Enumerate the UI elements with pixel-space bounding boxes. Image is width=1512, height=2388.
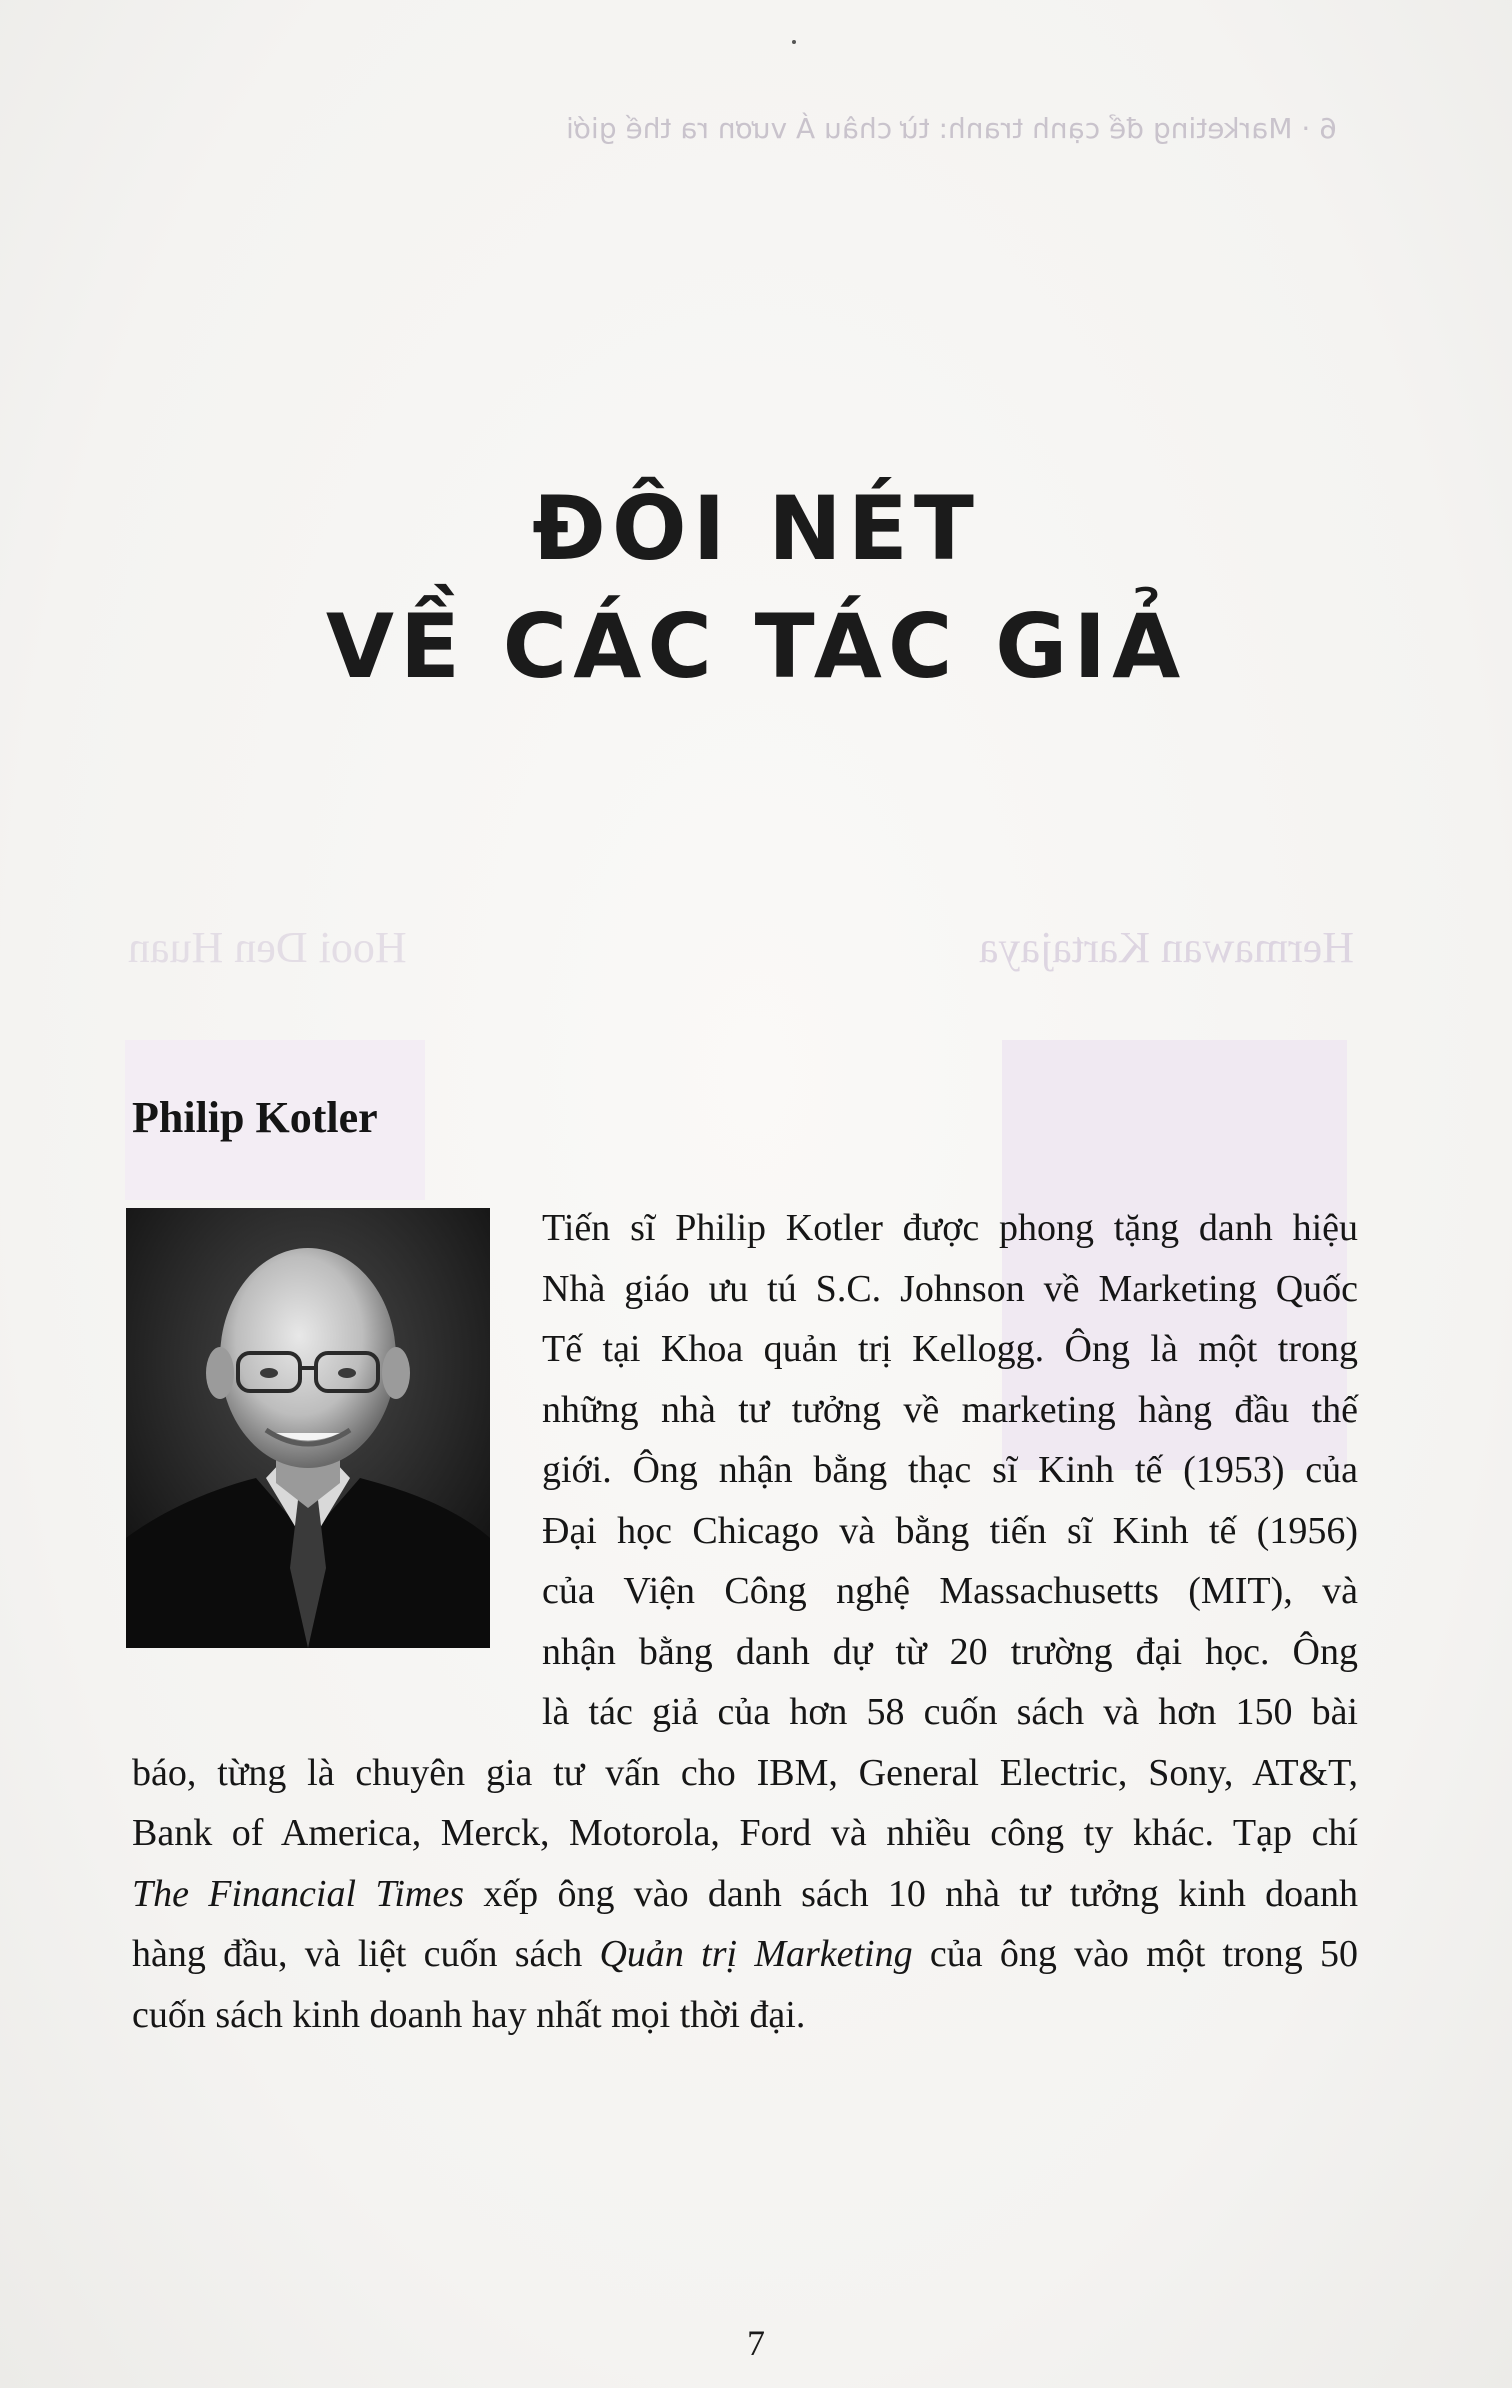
bio-line-13-pre: hàng đầu, và liệt cuốn sách [132, 1933, 600, 1975]
bio-line-11: Bank of America, Merck, Motorola, Ford và nhiều công ty khác. Tạp chí [132, 1812, 1358, 1854]
author-biography [132, 1198, 1358, 2045]
bio-line-5: giới. Ông nhận bằng thạc sĩ Kinh tế (1953) của [542, 1449, 1358, 1491]
bio-line-3: Tế tại Khoa quản trị Kellogg. Ông là một trong [542, 1328, 1358, 1370]
bleed-through-name-right: Hermawan Kartajaya [978, 923, 1354, 972]
page-mark-dot [792, 40, 796, 44]
magazine-title: The Financial Times [132, 1872, 465, 1915]
book-title: Quản trị Marketing [599, 1933, 913, 1975]
author-name: Philip Kotler [132, 1093, 378, 1142]
bio-line-2: Nhà giáo ưu tú S.C. Johnson về Marketing Quốc [542, 1267, 1358, 1310]
page-title [0, 470, 1512, 706]
bio-line-12-rest: xếp ông vào danh sách 10 nhà tư tưởng kinh doanh [464, 1872, 1359, 1915]
bio-line-4: những nhà tư tưởng về marketing hàng đầu thế [542, 1388, 1358, 1431]
bio-line-14: cuốn sách kinh doanh hay nhất mọi thời đại. [132, 1993, 806, 2036]
bio-line-7: của Viện Công nghệ Massachusetts (MIT), và [542, 1570, 1358, 1612]
bio-line-1: Tiến sĩ Philip Kotler được phong tặng danh hiệu [542, 1207, 1358, 1249]
bio-line-12 [132, 1864, 1358, 1925]
bio-line-6: Đại học Chicago và bằng tiến sĩ Kinh tế (1956) [542, 1509, 1358, 1552]
bio-line-9: là tác giả của hơn 58 cuốn sách và hơn 150 bài [542, 1691, 1358, 1733]
bleed-through-name-left: Hooi Den Huan [128, 923, 407, 972]
bio-line-13-post: của ông vào một trong 50 [912, 1933, 1358, 1975]
bleed-through-header: 6 · Marketing để cạnh tranh: từ châu Á vươn ra thế giới [566, 112, 1337, 145]
bio-line-8: nhận bằng danh dự từ 20 trường đại học. Ông [542, 1630, 1358, 1673]
bio-line-10: báo, từng là chuyên gia tư vấn cho IBM, General Electric, Sony, AT&T, [132, 1751, 1358, 1794]
page-number: 7 [747, 2323, 765, 2363]
title-line-2: VỀ CÁC TÁC GIẢ [325, 595, 1187, 698]
bio-line-13 [132, 1924, 1358, 1985]
title-line-1: ĐÔI NÉT [532, 477, 980, 580]
